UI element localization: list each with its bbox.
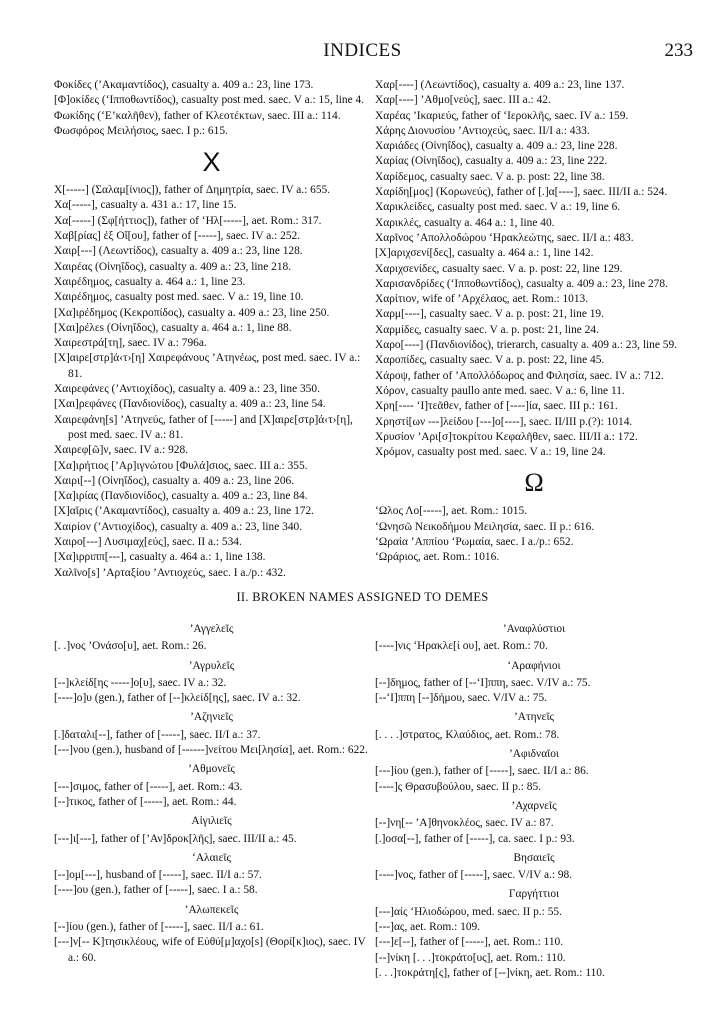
index-entry: Χαρίδη[μος] (Κορωνεύς), father of [.]α[----], saec. III/II a.: 524. <box>375 186 668 199</box>
deme-heading: Αἰγιλιεῖς <box>191 815 232 828</box>
section-title: II. BROKEN NAMES ASSIGNED TO DEMES <box>236 590 489 604</box>
index-entry: Χαρ[----] (Λεωντίδος), casualty a. 409 a.: 23, line 137. <box>375 79 625 91</box>
deme-heading: ’Αναφλύστιοι <box>502 623 566 635</box>
phi-entries <box>54 78 369 139</box>
deme-entry: [--]δημος, father of [--‘Ι]ππη, saec. V/IV a.: 75. <box>375 676 591 689</box>
index-entry: [Χα]ιρέδημος (Κεκροπίδος), casualty a. 409 a.: 23, line 250. <box>54 306 330 319</box>
index-entry: X[-----] (Σαλαμ[ίνιος]), father of Δημητρία, saec. IV a.: 655. <box>54 184 331 197</box>
deme-heading: ‘Αλαιεῖς <box>192 851 231 864</box>
deme-entry: [---]ε[--], father of [-----], aet. Rom.: 110. <box>375 936 564 949</box>
demes-left-column <box>54 618 369 966</box>
deme-entry: [--]νη[-- ’Α]θηνοκλέος, saec. IV a.: 87. <box>375 817 554 830</box>
index-entry: Χαλῖνο[s] ’Αρταξίου ’Αντιοχεύς, saec. I a./p.: 432. <box>54 566 286 579</box>
index-entry: [Χα]ιρήτιος [’Αρ]ιγνώτου [Φυλά]σιος, saec. III a.: 355. <box>54 459 308 472</box>
index-entry: Χρόμον, casualty post med. saec. V a.: 19, line 24. <box>375 446 606 459</box>
deme-heading: ’Αθμονεῖς <box>188 763 235 776</box>
page-number: 233 <box>664 40 693 61</box>
index-entry: Χόρον, casualty paullo ante med. saec. V a.: 6, line 11. <box>375 384 625 397</box>
index-entry: ‘Ωραία ’Αππίου ‘Ρωμαία, saec. I a./p.: 652. <box>375 536 574 549</box>
index-entry: [Χ]αῖρις (’Ακαμαντίδος), casualty a. 409 a.: 23, line 172. <box>54 505 315 518</box>
deme-entry: [----]ς Θρασυβούλου, saec. II p.: 85. <box>375 780 541 793</box>
index-entry: Χαρίας (Οἰνηΐδος), casualty a. 409 a.: 23, line 222. <box>375 155 608 168</box>
deme-heading: ’Ατηνεῖς <box>513 711 555 724</box>
deme-heading: ’Αλωπεκεῖς <box>184 903 239 916</box>
omega-entries <box>375 504 693 565</box>
index-entry: Χαιρεφ[ῶ]ν, saec. IV a.: 928. <box>54 444 189 457</box>
deme-entry: [----]νις ‘Ηρακλε[ί ου], aet. Rom.: 70. <box>375 640 548 653</box>
deme-heading: Γαργήττιοι <box>508 888 560 901</box>
index-entry: Χαρισανδρίδες (‘Ιπποθωντίδος), casualty a. 409 a.: 23, line 278. <box>375 277 668 290</box>
left-column-top <box>54 78 369 581</box>
deme-entry: [---]ι[---], father of [’Αν]δροκ[λῆς], saec. III/II a.: 45. <box>54 832 297 845</box>
index-entry: Χαρικλές, casualty a. 464 a.: 1, line 40. <box>375 216 555 229</box>
index-entry: Φοκίδες (’Ακαμαντίδος), casualty a. 409 a.: 23, line 173. <box>54 79 314 91</box>
deme-entry: [---]ας, aet. Rom.: 109. <box>375 921 481 934</box>
index-entry: Χαιρι[--] (Οἰνηΐδος), casualty a. 409 a.: 23, line 206. <box>54 474 295 487</box>
index-entry: [Χαι]ρεφάνες (Πανδιονίδος), casualty a. 409 a.: 23, line 54. <box>54 398 326 411</box>
index-entry: Χαιρέδημος, casualty a. 464 a.: 1, line 23. <box>54 275 246 288</box>
deme-heading: ’Αζηνιεῖς <box>190 711 233 724</box>
index-entry: Χάρης Διονυσίου ’Αντιοχεύς, saec. II/I a.: 433. <box>375 124 590 137</box>
index-entry: Χαριχσενίδες, casualty saec. V a. p. post: 22, line 129. <box>375 262 623 275</box>
deme-heading: ’Αγρυλεῖς <box>188 659 235 672</box>
index-entry: Χαρίδεμος, casualty saec. V a. p. post: 22, line 38. <box>375 170 605 183</box>
deme-entry: [---]αίς ‘Ηλιοδώρου, med. saec. II p.: 55. <box>375 905 562 918</box>
deme-heading: ’Αγγελεῖς <box>189 623 234 635</box>
index-entry: Χα[-----] (Σφ[ήττιος]), father of ‘Ηλ[-----], aet. Rom.: 317. <box>54 214 322 227</box>
deme-entry: [. .]νος ’Ονάσο[υ], aet. Rom.: 26. <box>54 640 207 653</box>
index-entry: Χαρο[----] (Πανδιονίδος), trierarch, casualty a. 409 a.: 23, line 59. <box>375 339 678 352</box>
index-entry: Χρηστί[ων ---]λείδου [---]ο[----], saec. II/III p.(?): 1014. <box>375 415 633 428</box>
index-entry: Χαιρ[---] (Λεωντίδος), casualty a. 409 a.: 23, line 128. <box>54 245 303 258</box>
deme-entry: [--‘Ι]ππη [--]δήμου, saec. V/IV a.: 75. <box>375 692 547 705</box>
index-entry: Χαρέας ’Ικαριεύς, father of ‘Ιεροκλῆς, saec. IV a.: 159. <box>375 109 629 122</box>
index-entry: [Χ]αιρε[στρ]ά‹τ›[η] Χαιρεφάνους ’Ατηνέως, post med. saec. IV a.: 81. <box>54 352 361 380</box>
deme-heading: Βησαιεῖς <box>513 851 555 864</box>
deme-heading: ’Αφιδναῖοι <box>509 748 559 761</box>
index-entry: [Χ]αριχσενί[δες], casualty a. 464 a.: 1, line 142. <box>375 247 594 260</box>
chi-entries <box>54 183 369 581</box>
index-entry: Χαιρεφάνη[s] ’Ατηνεύς, father of [-----] and [Χ]αιρε[στρ]ά‹τ›[η], post med. saec. IV a.: 81. <box>54 413 353 441</box>
index-entry: [Χα]ιρριππ[---], casualty a. 464 a.: 1, line 138. <box>54 551 266 564</box>
running-title: INDICES <box>323 40 402 61</box>
demes-right-column <box>375 618 693 981</box>
index-entry: [Χα]ιρίας (Πανδιονίδος), casualty a. 409 a.: 23, line 84. <box>54 490 308 503</box>
deme-entry: [---]νου (gen.), husband of [------]νείτου Μει[λησία], aet. Rom.: 622. <box>54 744 368 757</box>
index-entry: Χαιρεφάνες (’Αντιοχίδος), casualty a. 409 a.: 23, line 350. <box>54 383 320 396</box>
index-entry: Χαροπίδες, casualty saec. V a. p. post: 22, line 45. <box>375 354 605 367</box>
deme-entry: [---]σιμος, father of [-----], aet. Rom.: 43. <box>54 780 243 793</box>
index-entry: Χαιρέας (Οἰνηΐδος), casualty a. 409 a.: 23, line 218. <box>54 260 292 273</box>
index-entry: Χαιρέδημος, casualty post med. saec. V a.: 19, line 10. <box>54 291 304 304</box>
deme-entry: [---]ίου (gen.), father of [-----], saec. II/I a.: 86. <box>375 765 589 778</box>
index-entry: Χαβ[ρίας] ἐξ Οἴ[ου], father of [-----], saec. IV a.: 252. <box>54 230 301 243</box>
deme-entry: [. . .]τοκράτη[ς], father of [--]νίκη, aet. Rom.: 110. <box>375 966 605 979</box>
deme-entry: [.]δαταλι[--], father of [-----], saec. II/I a.: 37. <box>54 728 261 741</box>
deme-entry: [----]νος, father of [-----], saec. V/IV a.: 98. <box>375 869 573 882</box>
index-entry: Φωκίδης (‘Ε’καλῆθεν), father of Κλεοτέκτων, saec. III a.: 114. <box>54 109 341 122</box>
index-entry: Χαριάδες (Οἰνηΐδος), casualty a. 409 a.: 23, line 228. <box>375 140 618 153</box>
deme-entry: [.]οσα[--], father of [-----], ca. saec. I p.: 93. <box>375 832 575 845</box>
index-entry: Χαρ[----] ’Αθμο[νεύς], saec. III a.: 42. <box>375 94 551 107</box>
index-entry: ‘Ωράριος, aet. Rom.: 1016. <box>375 551 500 564</box>
deme-entry: [---]ν[-- Κ]τησικλέους, wife of Εὐθύ[μ]αχο[s] (Θορί[κ]ιος), saec. IV a.: 60. <box>54 936 366 964</box>
index-entry: Χάροψ, father of ’Απολλόδωρος and Φιλησία, saec. IV a.: 712. <box>375 369 664 382</box>
deme-entry: [----]ο]υ (gen.), father of [--]κλείδ[ης], saec. IV a.: 32. <box>54 692 301 705</box>
deme-heading: ’Αχαρνεῖς <box>511 799 557 812</box>
chi-entries-continued <box>375 78 693 460</box>
index-entry: Χαιρο[---] Λυσιμαχ[εύς], saec. II a.: 534. <box>54 536 242 549</box>
deme-entry: [--]τικος, father of [-----], aet. Rom.: 44. <box>54 795 237 808</box>
index-entry: Χα[-----], casualty a. 431 a.: 17, line 15. <box>54 199 237 212</box>
deme-entry: [. . . .]στρατος, Κλαύδιος, aet. Rom.: 78. <box>375 728 560 741</box>
index-entry: [Φ]οκίδες (‘Ιπποθωντίδος), casualty post med. saec. V a.: 15, line 4. <box>54 94 365 107</box>
index-entry: [Χαι]ρέλεs (Οἰνηΐδος), casualty a. 464 a.: 1, line 88. <box>54 321 292 334</box>
deme-heading: ‘Αραφήνιοι <box>507 659 561 672</box>
deme-entry: [--]ομ[---], husband of [-----], saec. II/I a.: 57. <box>54 869 262 882</box>
right-column-top <box>375 78 693 566</box>
index-entry: Χαρμίδες, casualty saec. V a. p. post: 21, line 24. <box>375 323 599 336</box>
index-entry: Φωσφόρος Μειλήσιος, saec. I p.: 615. <box>54 124 228 137</box>
letter-heading-omega: Ω <box>524 468 544 498</box>
index-entry: Χρυσίον ’Αρι[σ]τοκρίτου Κεφαλῆθεν, saec. III/II a.: 172. <box>375 430 638 443</box>
index-entry: Χαρικλείδες, casualty post med. saec. V a.: 19, line 6. <box>375 201 621 214</box>
index-entry: Χαρίτιον, wife of ’Αρχέλαος, aet. Rom.: 1013. <box>375 293 589 306</box>
deme-entry: [--]κλείδ[ης -----]ο[υ], saec. IV a.: 32. <box>54 676 227 689</box>
index-entry: Χαιρεστρά[τη], saec. IV a.: 796a. <box>54 337 207 350</box>
page-header <box>0 40 725 66</box>
index-entry: ‘Ωλος Λο[-----], aet. Rom.: 1015. <box>375 505 528 518</box>
index-entry: Χαιρίον (’Αντιοχίδος), casualty a. 409 a.: 23, line 340. <box>54 520 303 533</box>
deme-entry: [----]ου (gen.), father of [-----], saec. I a.: 58. <box>54 884 258 897</box>
index-entry: Χαρῖνος ’Απολλοδώρου ‘Ηρακλεώτης, saec. II/I a.: 483. <box>375 231 634 244</box>
index-entry: ‘Ωνησῶ Νεικοδήμου Μειλησία, saec. II p.: 616. <box>375 520 595 533</box>
index-entry: Χρη[---- ‘Ι]τεᾶθεν, father of [----]ία, saec. III p.: 161. <box>375 400 618 413</box>
deme-entry: [--]νίκη [. . .]τοκράτο[υς], aet. Rom.: 110. <box>375 951 566 964</box>
letter-heading-chi: X <box>202 147 221 178</box>
deme-entry: [--]ίου (gen.), father of [-----], saec. II/I a.: 61. <box>54 921 264 934</box>
index-entry: Χαρμ[----], casualty saec. V a. p. post: 21, line 19. <box>375 308 604 321</box>
